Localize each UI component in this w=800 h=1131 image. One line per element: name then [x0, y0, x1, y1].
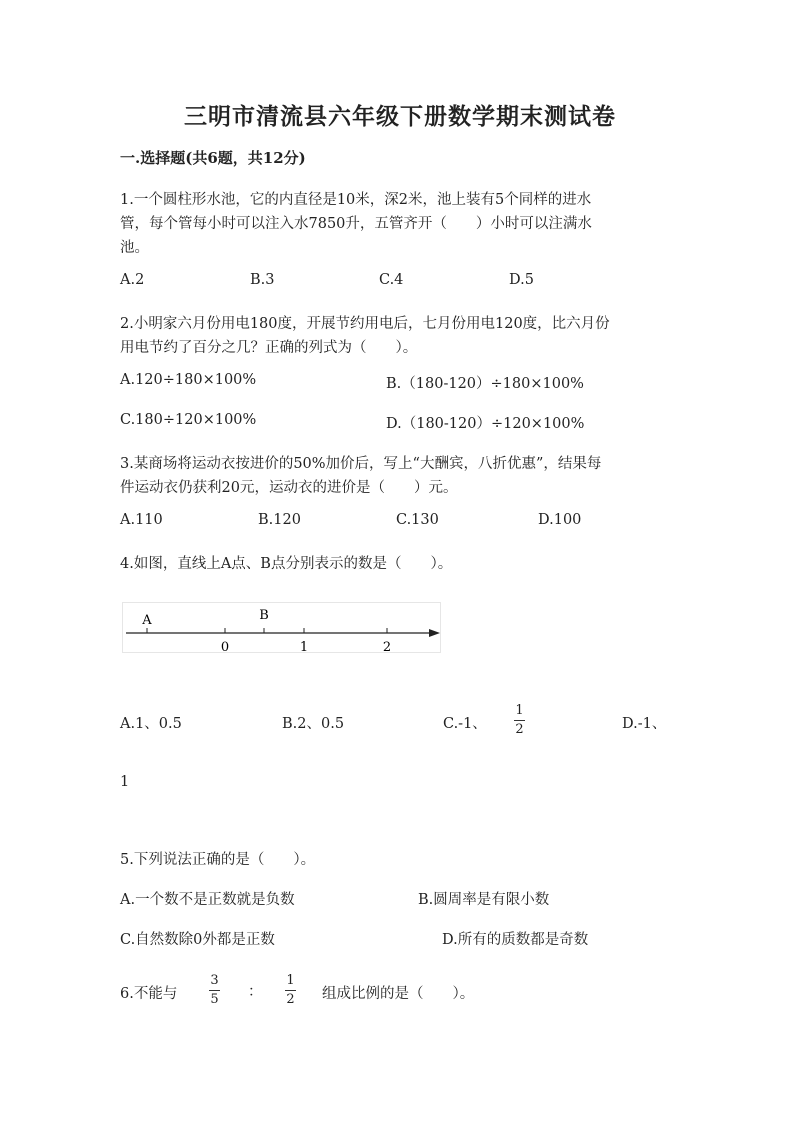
q5-option-d: D.所有的质数都是奇数	[442, 932, 589, 948]
q6-prefix: 6.不能与	[120, 986, 178, 1002]
q2-line-2: 用电节约了百分之几？正确的列式为（ ）。	[120, 340, 418, 356]
label-a: A	[142, 613, 152, 628]
figure-border	[123, 603, 441, 653]
q5-line-1: 5.下列说法正确的是（ ）。	[120, 852, 316, 868]
q2-option-d: D.（180-120）÷120×100%	[386, 416, 585, 432]
q5-option-c: C.自然数除0外都是正数	[120, 932, 275, 948]
q1-option-a: A.2	[120, 272, 145, 288]
q3-option-c: C.130	[396, 512, 439, 528]
q5-option-a: A.一个数不是正数就是负数	[120, 892, 295, 908]
fraction-bar	[285, 990, 296, 991]
q1-option-b: B.3	[250, 272, 275, 288]
q2-option-c: C.180÷120×100%	[120, 412, 257, 428]
q6-fraction-1	[209, 973, 220, 1008]
tick-label-1: 1	[299, 640, 309, 654]
fraction-numerator: 3	[210, 973, 219, 988]
q1-line-1: 1.一个圆柱形水池，它的内直径是10米，深2米，池上装有5个同样的进水	[120, 192, 592, 208]
q2-option-a: A.120÷180×100%	[120, 372, 257, 388]
q1-option-d: D.5	[509, 272, 534, 288]
number-line-arrow	[429, 629, 440, 637]
q4-option-c-fraction	[514, 703, 525, 738]
section-heading: 一.选择题(共6题，共12分)	[120, 149, 306, 167]
q6-suffix: 组成比例的是（ ）。	[322, 986, 475, 1002]
q3-line-2: 件运动衣仍获利20元，运动衣的进价是（ ）元。	[120, 480, 458, 496]
q6-colon: ：	[248, 984, 263, 1000]
tick-label-0: 0	[220, 640, 230, 654]
q2-option-b: B.（180-120）÷180×100%	[386, 376, 584, 392]
q1-line-2: 管，每个管每小时可以注入水7850升，五管齐开（ ）小时可以注满水	[120, 216, 592, 232]
q3-option-a: A.110	[120, 512, 163, 528]
fraction-bar	[209, 990, 220, 991]
q4-option-a: A.1、0.5	[120, 716, 182, 732]
q4-option-c: C.-1、	[443, 716, 487, 732]
q1-option-c: C.4	[379, 272, 404, 288]
q4-option-d: D.-1、	[622, 716, 667, 732]
fraction-denominator: 2	[515, 722, 524, 737]
q4-line-1: 4.如图，直线上A点、B点分别表示的数是（ ）。	[120, 556, 453, 572]
page-title: 三明市清流县六年级下册数学期末测试卷	[184, 103, 616, 130]
fraction-numerator: 1	[286, 973, 295, 988]
q4-option-d-wrap: 1	[120, 774, 130, 790]
tick-label-2: 2	[382, 640, 392, 654]
q3-option-b: B.120	[258, 512, 301, 528]
number-line-figure	[122, 602, 442, 654]
fraction-denominator: 2	[286, 992, 295, 1007]
q6-fraction-2	[285, 973, 296, 1008]
fraction-denominator: 5	[210, 992, 219, 1007]
q5-option-b: B.圆周率是有限小数	[418, 892, 550, 908]
q3-option-d: D.100	[538, 512, 582, 528]
q3-line-1: 3.某商场将运动衣按进价的50%加价后，写上“大酬宾，八折优惠”，结果每	[120, 456, 602, 472]
label-b: B	[259, 608, 269, 623]
q4-option-b: B.2、0.5	[282, 716, 345, 732]
fraction-bar	[514, 720, 525, 721]
q2-line-1: 2.小明家六月份用电180度，开展节约用电后，七月份用电120度，比六月份	[120, 316, 610, 332]
fraction-numerator: 1	[515, 703, 524, 718]
q1-line-3: 池。	[120, 240, 149, 256]
